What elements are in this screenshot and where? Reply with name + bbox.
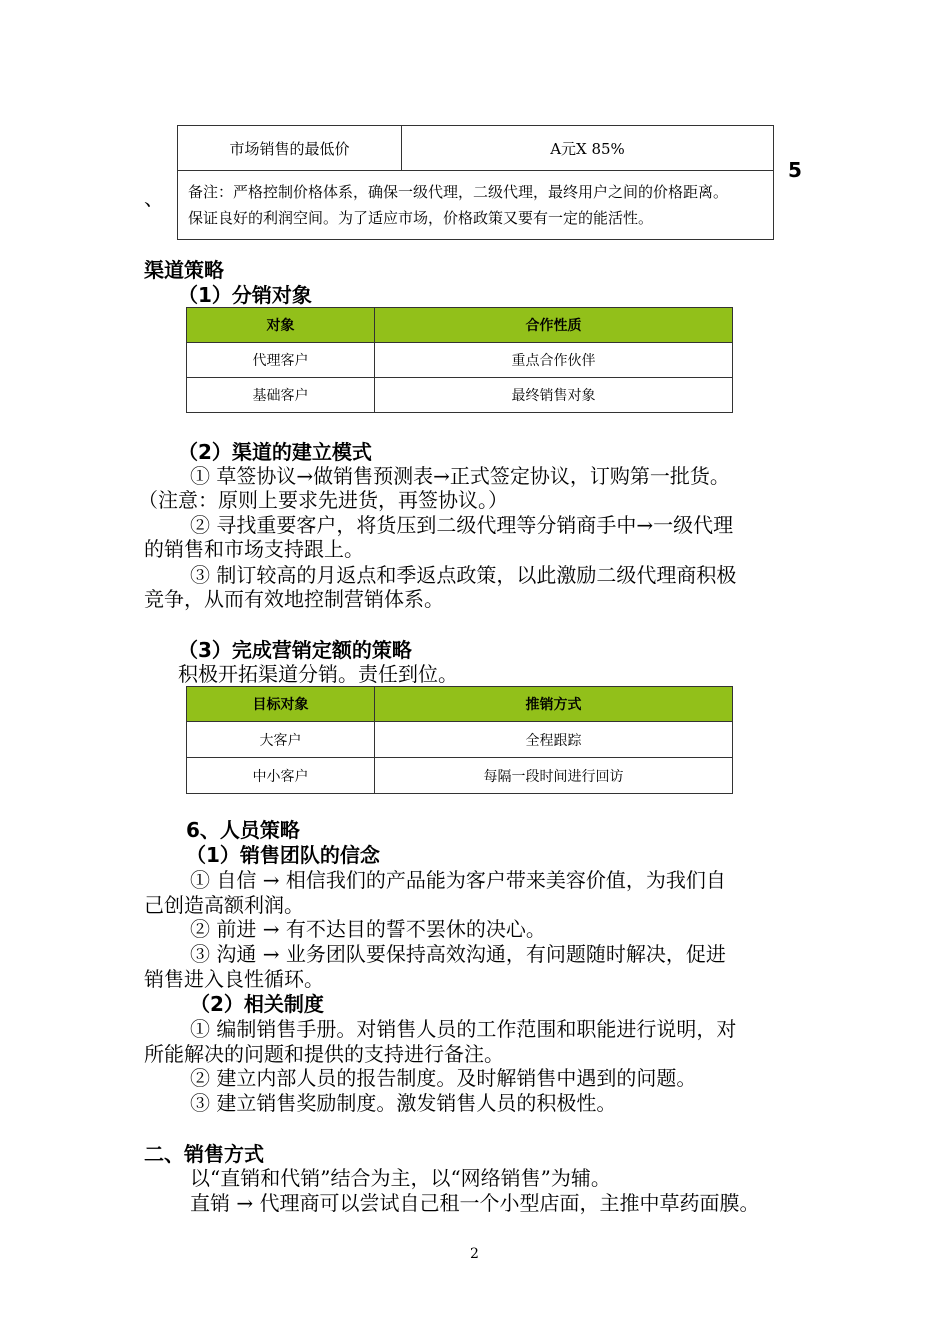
- quota-header-method: 推销方式: [375, 687, 733, 722]
- section5-number: 5: [788, 158, 802, 182]
- personnel-sub1: （1）销售团队的信念: [186, 843, 380, 867]
- channel-line3: 积极开拓渠道分销。责任到位。: [178, 662, 458, 686]
- table-cell: 大客户: [187, 722, 375, 758]
- channel-sub3: （3）完成营销定额的策略: [178, 638, 412, 662]
- page-number: 2: [470, 1246, 479, 1262]
- distribution-table: [186, 307, 733, 413]
- personnel-line: 销售进入良性循环。: [144, 967, 324, 991]
- channel-line: （注意：原则上要求先进货，再签协议。）: [138, 488, 508, 512]
- price-table: [177, 125, 774, 240]
- channel-line: 的销售和市场支持跟上。: [144, 537, 364, 561]
- table-row: [187, 758, 733, 794]
- personnel-title: 6、人员策略: [186, 818, 300, 842]
- personnel-line: ③ 建立销售奖励制度。激发销售人员的积极性。: [190, 1091, 617, 1115]
- quota-header-target: 目标对象: [187, 687, 375, 722]
- channel-sub2: （2）渠道的建立模式: [178, 440, 372, 464]
- personnel-sub2: （2）相关制度: [190, 992, 324, 1016]
- price-note-line1: 备注：严格控制价格体系，确保一级代理，二级代理，最终用户之间的价格距离。: [188, 183, 729, 201]
- sales-line: 直销 → 代理商可以尝试自己租一个小型店面，主推中草药面膜。: [190, 1191, 760, 1215]
- table-cell: 全程跟踪: [375, 722, 733, 758]
- personnel-line: 所能解决的问题和提供的支持进行备注。: [144, 1042, 504, 1066]
- sales-title: 二、销售方式: [144, 1142, 264, 1166]
- personnel-line: ③ 沟通 → 业务团队要保持高效沟通，有问题随时解决，促进: [190, 942, 726, 966]
- table-row: [187, 343, 733, 378]
- channel-sub1: （1）分销对象: [178, 283, 312, 307]
- table-row: [187, 378, 733, 413]
- table-cell: 基础客户: [187, 378, 375, 413]
- sales-line: 以“直销和代销”结合为主，以“网络销售”为辅。: [190, 1166, 611, 1190]
- channel-title: 渠道策略: [144, 258, 224, 282]
- personnel-line: ② 前进 → 有不达目的誓不罢休的决心。: [190, 917, 546, 941]
- personnel-line: ① 自信 → 相信我们的产品能为客户带来美容价值，为我们自: [190, 868, 726, 892]
- distribution-header-object: 对象: [187, 308, 375, 343]
- channel-line: ① 草签协议→做销售预测表→正式签定协议，订购第一批货。: [190, 464, 730, 488]
- channel-line: ③ 制订较高的月返点和季返点政策，以此激励二级代理商积极: [190, 563, 737, 587]
- channel-line: 竞争，从而有效地控制营销体系。: [144, 587, 444, 611]
- distribution-header-nature: 合作性质: [375, 308, 733, 343]
- personnel-line: ① 编制销售手册。对销售人员的工作范围和职能进行说明，对: [190, 1017, 737, 1041]
- table-row: [187, 722, 733, 758]
- table-cell: 重点合作伙伴: [375, 343, 733, 378]
- table-cell: 每隔一段时间进行回访: [375, 758, 733, 794]
- channel-line: ② 寻找重要客户，将货压到二级代理等分销商手中→一级代理: [190, 513, 734, 537]
- section5-dun: 、: [144, 186, 164, 210]
- price-note: [178, 171, 774, 240]
- price-note-line2: 保证良好的利润空间。为了适应市场，价格政策又要有一定的能活性。: [188, 209, 654, 227]
- personnel-line: ② 建立内部人员的报告制度。及时解销售中遇到的问题。: [190, 1066, 697, 1090]
- table-cell: 代理客户: [187, 343, 375, 378]
- table-cell: 最终销售对象: [375, 378, 733, 413]
- personnel-line: 己创造高额利润。: [144, 893, 304, 917]
- price-row-label: 市场销售的最低价: [178, 126, 402, 171]
- table-cell: 中小客户: [187, 758, 375, 794]
- price-row-value: A元X 85%: [402, 126, 774, 171]
- quota-table: [186, 686, 733, 794]
